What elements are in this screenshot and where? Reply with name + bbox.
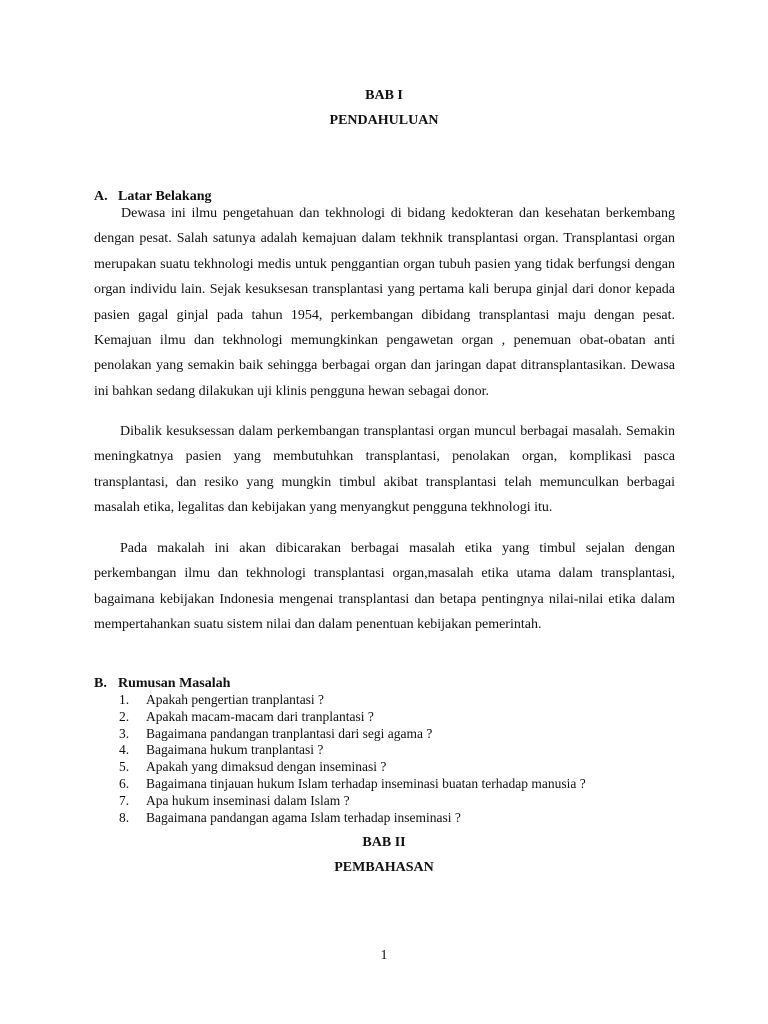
chapter-title: PEMBAHASAN — [334, 860, 434, 875]
section-title: Latar Belakang — [118, 189, 212, 204]
list-item: 8. Bagaimana pandangan agama Islam terhadap inseminasi ? — [119, 809, 461, 825]
list-item: 6. Bagaimana tinjauan hukum Islam terhadap inseminasi buatan terhadap manusia ? — [119, 775, 586, 791]
section-letter: A. — [94, 189, 108, 204]
paragraph: Pada makalah ini akan dibicarakan berbagai masalah etika yang timbul sejalan dengan perkembangan ilmu dan tekhnologi transplantasi organ,masalah etika utama dalam transplantasi, bagaimana kebijakan Indonesia mengenai transplantasi dan betapa pentingnya nilai-nilai etika dalam mempertahankan suatu sistem nilai dan dalam penentuan kebijakan pemerintah. — [94, 541, 675, 633]
list-item: 7. Apa hukum inseminasi dalam Islam ? — [119, 792, 350, 808]
section-letter: B. — [94, 676, 107, 691]
problem-list — [94, 692, 694, 826]
page-number: 1 — [380, 948, 388, 963]
section-title: Rumusan Masalah — [118, 676, 231, 691]
paragraph: Dibalik kesuksessan dalam perkembangan transplantasi organ muncul berbagai masalah. Semakin meningkatnya pasien yang membutuhkan transplantasi, penolakan organ, komplikasi pasca transplantasi, dan resiko yang mungkin timbul akibat transplantasi telah memunculkan berbagai masalah etika, legalitas dan kebijakan yang menyangkut pengguna tekhnologi itu. — [94, 424, 675, 516]
list-item: 1. Apakah pengertian tranplantasi ? — [119, 692, 325, 707]
list-item: 4. Bagaimana hukum tranplantasi ? — [119, 742, 324, 758]
list-item: 2. Apakah macam-macam dari tranplantasi ? — [119, 708, 374, 724]
chapter-label: BAB II — [362, 835, 406, 850]
chapter-title: PENDAHULUAN — [329, 113, 439, 128]
chapter-label: BAB I — [365, 88, 403, 103]
list-item: 5. Apakah yang dimaksud dengan inseminasi ? — [119, 759, 387, 775]
list-item: 3. Bagaimana pandangan tranplantasi dari segi agama ? — [119, 725, 433, 741]
section-heading-b — [94, 676, 230, 692]
paragraph: Dewasa ini ilmu pengetahuan dan tekhnologi di bidang kedokteran dan kesehatan berkembang dengan pesat. Salah satunya adalah kemajuan dalam tekhnik transplantasi organ. Transplantasi organ merupakan suatu tekhnologi medis untuk penggantian organ tubuh pasien yang tidak berfungsi dengan organ individu lain. Sejak kesuksesan transplantasi yang pertama kali berupa ginjal dari donor kepada pasien gagal ginjal pada tahun 1954, perkembangan dibidang transplantasi maju dengan pesat. Kemajuan ilmu dan tekhnologi memungkinkan pengawetan organ , penemuan obat-obatan anti penolakan yang semakin baik sehingga berbagai organ dan jaringan dapat ditransplantasikan. Dewasa ini bahkan sedang dilakukan uji klinis pengguna hewan sebagai donor. — [94, 206, 675, 399]
